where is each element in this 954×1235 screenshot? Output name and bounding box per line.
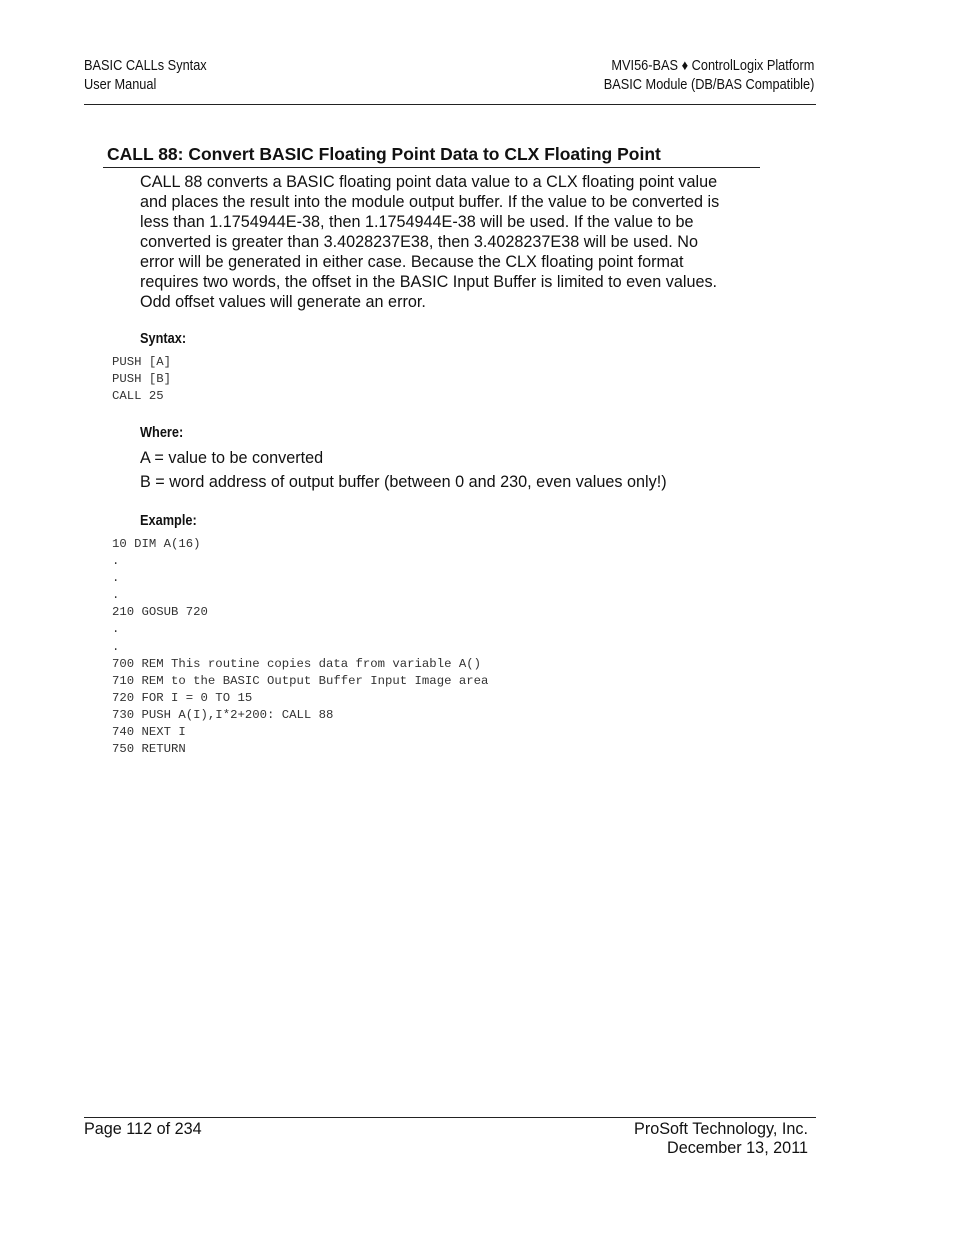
code-line: 700 REM This routine copies data from variable A() (112, 656, 481, 671)
footer-company: ProSoft Technology, Inc. (634, 1120, 808, 1138)
description-paragraph (140, 172, 765, 312)
where-item-a: A = value to be converted (140, 449, 324, 467)
syntax-code-block (112, 354, 171, 405)
code-line: 730 PUSH A(I),I*2+200: CALL 88 (112, 707, 334, 722)
example-label: Example: (140, 513, 197, 529)
description-line: and places the result into the module output buffer. If the value to be converted is (140, 193, 720, 211)
running-header-right (603, 57, 814, 95)
code-line: . (112, 571, 120, 586)
code-line: . (112, 622, 120, 637)
code-line: 720 FOR I = 0 TO 15 (112, 690, 253, 705)
code-line: . (112, 554, 120, 569)
header-doc-type: User Manual (84, 77, 157, 93)
description-line: error will be generated in either case. Because the CLX floating point format (140, 253, 684, 271)
code-line: PUSH [A] (112, 355, 172, 369)
description-line: Odd offset values will generate an error. (140, 293, 426, 311)
footer-page-number: Page 112 of 234 (84, 1120, 202, 1138)
code-line: 740 NEXT I (112, 725, 186, 740)
description-line: less than 1.1754944E-38, then 1.1754944E-38 will be used. If the value to be (140, 213, 694, 231)
code-line: . (112, 588, 120, 603)
footer-right (634, 1120, 808, 1158)
description-line: converted is greater than 3.4028237E38, then 3.4028237E38 will be used. No (140, 233, 698, 251)
code-line: PUSH [B] (112, 372, 172, 387)
code-line: 210 GOSUB 720 (112, 605, 208, 620)
code-line: 710 REM to the BASIC Output Buffer Input Image area (112, 673, 489, 688)
code-line: . (112, 639, 120, 654)
where-label: Where: (140, 425, 184, 441)
header-product: MVI56-BAS ♦ ControlLogix Platform (611, 58, 814, 74)
example-code-block (112, 536, 488, 758)
description-line: CALL 88 converts a BASIC floating point data value to a CLX floating point value (140, 173, 718, 191)
title-underline (103, 167, 760, 168)
header-rule (84, 104, 816, 105)
header-section-name: BASIC CALLs Syntax (84, 58, 207, 74)
section-title: CALL 88: Convert BASIC Floating Point Data to CLX Floating Point (107, 144, 661, 164)
header-module: BASIC Module (DB/BAS Compatible) (603, 77, 814, 93)
where-item-b: B = word address of output buffer (between 0 and 230, even values only!) (140, 473, 667, 491)
code-line: 10 DIM A(16) (112, 537, 201, 551)
syntax-label: Syntax: (140, 331, 187, 347)
running-header-left (84, 57, 207, 95)
description-line: requires two words, the offset in the BASIC Input Buffer is limited to even values. (140, 273, 718, 291)
code-line: 750 RETURN (112, 742, 186, 757)
code-line: CALL 25 (112, 389, 164, 404)
footer-date: December 13, 2011 (667, 1139, 808, 1157)
footer-rule (84, 1117, 816, 1118)
